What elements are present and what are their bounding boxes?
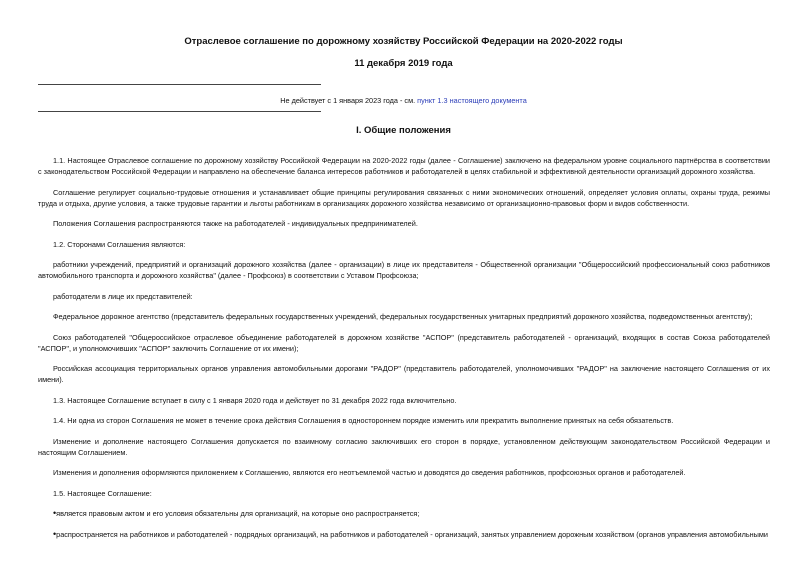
paragraph: 1.2. Сторонами Соглашения являются: [53,239,186,249]
paragraph: работники учреждений, предприятий и организаций дорожного хозяйства (далее - организации) в лице их представителя - Общественной организации "Общероссийский профессиональный союз работников автомобильного транспорта и дорожного хозяйства" (далее - Профсоюз) в соответствии с Уставом Профсоюза; [38,260,770,280]
divider-top [38,84,321,85]
paragraph: 1.3. Настоящее Соглашение вступает в силу с 1 января 2020 года и действует по 31 декабря 2022 года включительно. [53,395,457,405]
paragraph: Изменения и дополнения оформляются приложением к Соглашению, являются его неотъемлемой частью и доводятся до сведения работников, профсоюзных органов и работодателей. [53,468,686,477]
status-text: Не действует с 1 января 2023 года - см. [280,96,418,105]
document-title: Отраслевое соглашение по дорожному хозяйству Российской Федерации на 2020-2022 годы [184,36,623,47]
paragraph: Соглашение регулирует социально-трудовые отношения и устанавливает общие принципы регулирования связанных с ними экономических отношений, определяет условия оплаты, охраны труда, режимы труда и отдыха, другие условия, а также трудовые гарантии и льготы работникам в организациях дорожного хозяйства независимо от организационно-правовых форм и видов собственности. [38,187,770,208]
status-notice [0,96,807,105]
bullet-item [38,508,770,519]
divider-bottom [38,111,321,112]
bullet-text: является правовым актом и его условия обязательны для организаций, на которые оно распространяется; [56,509,420,518]
status-link[interactable]: пункт 1.3 настоящего документа [417,96,527,105]
paragraph: 1.4. Ни одна из сторон Соглашения не может в течение срока действия Соглашения в одностороннем порядке изменить или прекратить выполнение принятых на себя обязательств. [53,416,674,425]
bullet-text: распространяется на работников и работодателей - подрядных организаций, на работников и работодателей - организаций, занятых управлением дорожным хозяйством (органов управления автомобильными [56,529,768,539]
document-date: 11 декабря 2019 года [354,58,453,69]
bullet-icon: • [53,528,57,539]
paragraph: 1.1. Настоящее Отраслевое соглашение по дорожному хозяйству Российской Федерации на 2020-2022 годы (далее - Соглашение) заключено на федеральном уровне социального партнёрства в соответствии с законодательством Российской Федерации и направлено на обеспечение баланса интересов работников и работодателей в целях стабильной и эффективной деятельности организаций дорожного хозяйства. [38,156,770,176]
document-body [38,155,770,549]
paragraph: 1.5. Настоящее Соглашение: [53,488,152,498]
paragraph: Российская ассоциация территориальных органов управления автомобильными дорогами "РАДОР" (представитель работодателей, уполномочивших "РАДОР" на заключение настоящего Соглашения от их имени). [38,364,770,384]
bullet-icon: • [53,508,57,518]
paragraph: работодатели в лице их представителей: [53,291,193,301]
paragraph: Союз работодателей "Общероссийское отраслевое объединение работодателей в дорожном хозяйстве "АСПОР" (представитель работодателей - организаций, входящих в состав Союза работодателей "АСПОР", и уполномочивших "АСПОР" заключить Соглашение от их имени); [38,332,770,353]
paragraph: Изменение и дополнение настоящего Соглашения допускается по взаимному согласию заключивших его сторон в порядке, установленном действующим законодательством Российской Федерации и настоящим Соглашением. [38,436,770,457]
section-title: I. Общие положения [356,125,451,136]
bullet-item [38,529,770,540]
paragraph: Положения Соглашения распространяются также на работодателей - индивидуальных предпринимателей. [53,219,418,228]
paragraph: Федеральное дорожное агентство (представитель федеральных государственных учреждений, федеральных государственных унитарных предприятий дорожного хозяйства, подведомственных агентству); [53,312,753,321]
